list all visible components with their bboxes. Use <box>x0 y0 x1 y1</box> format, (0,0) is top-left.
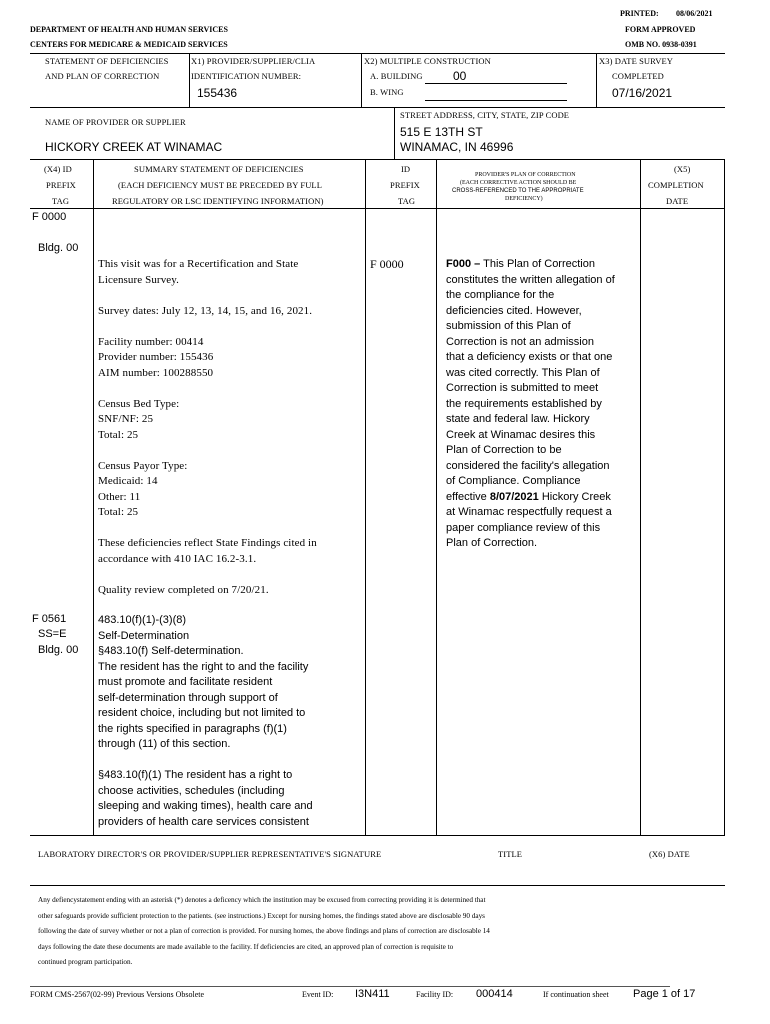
building-label: A. BUILDING <box>370 71 423 81</box>
plan-line: Correction is submitted to meet <box>446 382 599 394</box>
plan-line: the compliance for the <box>446 289 555 301</box>
regulation-line: 483.10(f)(1)-(3)(8) <box>98 614 187 626</box>
col-x5-header-1: (X5) <box>674 164 691 174</box>
x3-label: X3) DATE SURVEY <box>599 56 674 66</box>
summary-line: Census Payor Type: <box>98 459 188 472</box>
summary-line: Licensure Survey. <box>98 273 180 286</box>
scope-severity: SS=E <box>38 628 67 640</box>
plan-of-correction-block <box>446 257 636 552</box>
provider-name-value: HICKORY CREEK AT WINAMAC <box>45 140 223 154</box>
signature-label: LABORATORY DIRECTOR'S OR PROVIDER/SUPPLIER REPRESENTATIVE'S SIGNATURE <box>38 849 382 859</box>
col-x4-header-1: (X4) ID <box>44 164 72 174</box>
col-divider-4 <box>640 159 641 835</box>
rule-mid <box>30 107 725 108</box>
col-divider-1 <box>93 159 94 835</box>
col-divider-3 <box>436 159 437 835</box>
tag-f0561: F 0561 <box>32 613 67 625</box>
col-plan-header-4: DEFICIENCY) <box>505 196 543 202</box>
regulation-line: choose activities, schedules (including <box>98 784 285 797</box>
facility-id-label: Facility ID: <box>416 990 454 999</box>
col-plan-header-1: PROVIDER'S PLAN OF CORRECTION <box>475 172 576 178</box>
address-label: STREET ADDRESS, CITY, STATE, ZIP CODE <box>400 110 570 120</box>
plan-line: Hickory Creek <box>538 490 611 503</box>
rule-signature-bottom <box>30 885 725 886</box>
col-summary-header-1: SUMMARY STATEMENT OF DEFICIENCIES <box>134 164 304 174</box>
bldg-label-1: Bldg. 00 <box>38 242 79 254</box>
plan-line: deficiencies cited. However, <box>446 304 582 317</box>
rule-x2-left <box>361 53 362 107</box>
col-divider-2 <box>365 159 366 835</box>
form-approved: FORM APPROVED <box>625 25 696 34</box>
col-id-header-2: PREFIX <box>390 180 420 190</box>
col-id-header-3: TAG <box>398 196 416 206</box>
col-id-header-1: ID <box>401 164 411 174</box>
summary-line: Total: 25 <box>98 506 139 518</box>
printed-date: 08/06/2021 <box>676 9 713 18</box>
disclaimer-line: following the date of survey whether or not a plan of correction is provided. For nursing homes, the above findings and plans of correction are disclosable 14 <box>38 927 490 935</box>
disclaimer-line: other safeguards provide sufficient protection to the patients. (see instructions.) Except for nursing homes, the findings stated above are disclosable 90 days <box>38 911 485 920</box>
plan-line: Correction is not an admission <box>446 335 594 348</box>
regulation-block <box>98 613 363 830</box>
summary-block <box>98 257 360 598</box>
event-id-value: I3N411 <box>355 988 390 1000</box>
summary-line: AIM number: 100288550 <box>98 366 214 379</box>
summary-line: Census Bed Type: <box>98 397 180 410</box>
regulation-line: the rights specified in paragraphs (f)(1) <box>98 722 287 735</box>
summary-line: Survey dates: July 12, 13, 14, 15, and 16, 2021. <box>98 304 313 317</box>
rule-table-bottom <box>30 835 725 836</box>
plan-effective-date: 8/07/2021 <box>489 490 539 503</box>
plan-line: the requirements established by <box>446 397 602 410</box>
regulation-line: sleeping and waking times), health care and <box>98 800 313 812</box>
plan-line: at Winamac respectfully request a <box>446 506 612 518</box>
building-underline <box>425 83 567 84</box>
col-x5-header-2: COMPLETION <box>648 180 704 190</box>
rule-top <box>30 53 725 54</box>
address-line-2: WINAMAC, IN 46996 <box>400 140 514 154</box>
plan-line: that a deficiency exists or that one <box>446 351 613 363</box>
provider-id-value: 155436 <box>197 86 238 100</box>
building-value: 00 <box>453 69 467 83</box>
wing-underline <box>425 100 567 101</box>
summary-line: Facility number: 00414 <box>98 335 204 348</box>
x1-label-2: IDENTIFICATION NUMBER: <box>191 71 302 81</box>
col-x4-header-3: TAG <box>52 196 70 206</box>
omb-number: OMB NO. 0938-0391 <box>625 40 697 49</box>
summary-line: Quality review completed on 7/20/21. <box>98 583 269 596</box>
regulation-line: Self-Determination <box>98 629 190 642</box>
plan-line: Creek at Winamac desires this <box>446 428 596 441</box>
plan-line: Plan of Correction. <box>446 537 538 549</box>
summary-line: Total: 25 <box>98 428 139 441</box>
plan-line: Plan of Correction to be <box>446 444 562 456</box>
id-tag-f0000: F 0000 <box>370 257 404 271</box>
regulation-line: §483.10(f) Self-determination. <box>98 645 244 657</box>
disclaimer <box>38 893 718 971</box>
tag-f0000: F 0000 <box>32 211 67 223</box>
rule-footer <box>30 986 670 987</box>
plan-line: of Compliance. Compliance <box>446 475 581 487</box>
rule-x1-left <box>189 53 190 107</box>
col-summary-header-2: (EACH DEFICIENCY MUST BE PRECEDED BY FULL <box>118 180 323 190</box>
plan-line: submission of this Plan of <box>446 320 571 332</box>
plan-line: effective <box>446 490 490 503</box>
rule-header-top <box>30 159 725 160</box>
page-number: Page 1 of 17 <box>633 988 696 1000</box>
provider-name-label: NAME OF PROVIDER OR SUPPLIER <box>45 117 186 127</box>
summary-line: Provider number: 155436 <box>98 351 214 363</box>
plan-line: paper compliance review of this <box>446 521 601 534</box>
plan-line: state and federal law. Hickory <box>446 413 590 425</box>
summary-line: These deficiencies reflect State Findings cited in <box>98 537 317 549</box>
facility-id-value: 000414 <box>476 988 513 1000</box>
survey-date-value: 07/16/2021 <box>612 86 673 100</box>
col-summary-header-3: REGULATORY OR LSC IDENTIFYING INFORMATION) <box>112 196 324 206</box>
cms-heading: CENTERS FOR MEDICARE & MEDICAID SERVICES <box>30 40 228 49</box>
title-label: TITLE <box>498 849 523 859</box>
regulation-line: §483.10(f)(1) The resident has a right to <box>98 769 293 781</box>
col-plan-header-2: (EACH CORRECTIVE ACTION SHOULD BE <box>460 180 577 186</box>
summary-line: accordance with 410 IAC 16.2-3.1. <box>98 552 257 565</box>
regulation-line: The resident has the right to and the facility <box>98 660 309 673</box>
plan-line: was cited correctly. This Plan of <box>446 366 600 379</box>
rule-header-bottom <box>30 208 725 209</box>
continuation-label: If continuation sheet <box>543 990 609 999</box>
event-id-label: Event ID: <box>302 990 334 999</box>
plan-line: considered the facility's allegation <box>446 459 610 472</box>
regulation-line: through (11) of this section. <box>98 738 231 750</box>
address-line-1: 515 E 13TH ST <box>400 125 483 139</box>
x2-label: X2) MULTIPLE CONSTRUCTION <box>364 56 491 66</box>
date-label: (X6) DATE <box>649 849 690 859</box>
x1-label-1: X1) PROVIDER/SUPPLIER/CLIA <box>191 56 316 66</box>
statement-label-1: STATEMENT OF DEFICIENCIES <box>45 56 169 66</box>
department-heading: DEPARTMENT OF HEALTH AND HUMAN SERVICES <box>30 25 228 34</box>
regulation-line: self-determination through support of <box>98 691 278 704</box>
col-x4-header-2: PREFIX <box>46 180 76 190</box>
col-x5-header-3: DATE <box>666 196 689 206</box>
regulation-line: resident choice, including but not limited to <box>98 707 306 719</box>
col-divider-right <box>724 159 725 835</box>
regulation-line: must promote and facilitate resident <box>98 676 273 688</box>
disclaimer-line: continued program participation. <box>38 958 133 966</box>
form-number: FORM CMS-2567(02-99) Previous Versions Obsolete <box>30 990 205 999</box>
statement-label-2: AND PLAN OF CORRECTION <box>45 71 160 81</box>
rule-address-left <box>394 107 395 159</box>
col-plan-header-3: CROSS-REFERENCED TO THE APPROPRIATE <box>452 188 584 194</box>
regulation-line: providers of health care services consistent <box>98 815 309 828</box>
bldg-label-2: Bldg. 00 <box>38 644 79 656</box>
rule-x3-left <box>596 53 597 107</box>
summary-line: SNF/NF: 25 <box>98 413 154 425</box>
summary-line: This visit was for a Recertification and State <box>98 258 299 270</box>
disclaimer-line: Any defiencystatement ending with an asterisk (*) denotes a deficency which the institution may be excused from correcting providing it is determined that <box>38 896 486 904</box>
printed-label: PRINTED: <box>620 9 659 18</box>
summary-line: Other: 11 <box>98 490 141 503</box>
plan-line: constitutes the written allegation of <box>446 273 615 286</box>
disclaimer-line: days following the date these documents are made available to the facility. If deficiencies are cited, an approved plan of correction is requisite to <box>38 942 454 951</box>
wing-label: B. WING <box>370 87 404 97</box>
plan-line: This Plan of Correction <box>480 258 595 270</box>
x3-completed-label: COMPLETED <box>612 71 664 81</box>
plan-bold-tag: F000 – <box>446 258 481 270</box>
summary-line: Medicaid: 14 <box>98 475 158 487</box>
